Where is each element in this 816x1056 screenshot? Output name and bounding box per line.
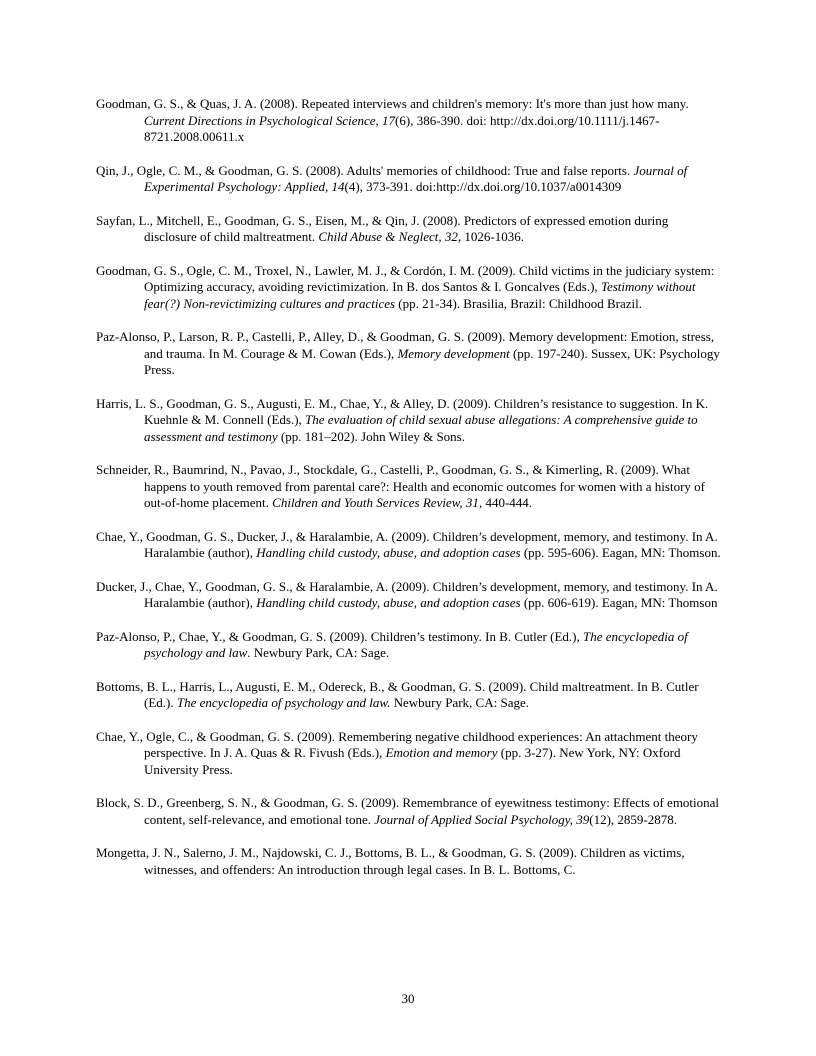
- reference-entry: [96, 845, 722, 878]
- reference-text: (pp. 3-27). New York, NY: Oxford University Press.: [144, 745, 681, 777]
- reference-source-italic: Handling child custody, abuse, and adoption cases: [256, 545, 521, 560]
- reference-text: , 440-444.: [478, 495, 533, 510]
- reference-text: Paz-Alonso, P., Chae, Y., & Goodman, G. S. (2009). Children’s testimony. In B. Cutler (Ed.),: [96, 628, 583, 644]
- reference-text: , 1026-1036.: [457, 229, 524, 244]
- reference-source-italic: The encyclopedia of psychology and law.: [176, 695, 391, 710]
- reference-entry: [96, 579, 722, 612]
- reference-entry: [96, 163, 722, 196]
- reference-source-italic: Current Directions in Psychological Science, 17: [144, 112, 396, 128]
- reference-text: (6), 386-390. doi: http://dx.doi.org/10.1111/j.1467-8721.2008.00611.x: [144, 112, 660, 144]
- reference-text: Mongetta, J. N., Salerno, J. M., Najdowski, C. J., Bottoms, B. L., & Goodman, G. S. (2009). Children as victims, witnesses, and offenders: An introduction through legal cases. In B. L. Bottoms, C.: [96, 845, 685, 877]
- reference-entry: [96, 529, 722, 562]
- reference-text: (pp. 197-240). Sussex, UK: Psychology Press.: [144, 345, 720, 377]
- reference-text: Chae, Y., Goodman, G. S., Ducker, J., & Haralambie, A. (2009). Children’s development, memory, and testimony. In A. Haralambie (author),: [96, 528, 718, 560]
- reference-source-italic: Journal of Applied Social Psychology, 39: [374, 811, 590, 827]
- reference-entry: [96, 329, 722, 379]
- reference-text: (pp. 181–202). John Wiley & Sons.: [277, 428, 465, 444]
- reference-text: (pp. 606-619). Eagan, MN: Thomson: [520, 595, 718, 610]
- reference-text: Qin, J., Ogle, C. M., & Goodman, G. S. (2008). Adults' memories of childhood: True and false reports.: [96, 162, 634, 178]
- reference-entry: [96, 213, 722, 246]
- reference-source-italic: The encyclopedia of psychology and law: [144, 628, 688, 660]
- reference-text: Block, S. D., Greenberg, S. N., & Goodman, G. S. (2009). Remembrance of eyewitness testimony: Effects of emotional content, self-relevance, and emotional tone.: [96, 795, 720, 827]
- reference-text: Newbury Park, CA: Sage.: [390, 695, 529, 710]
- reference-text: Schneider, R., Baumrind, N., Pavao, J., Stockdale, G., Castelli, P., Goodman, G. S., & Kimerling, R. (2009). What happens to youth removed from parental care?: Health and economic outcomes for women with a history of out-of-home placement.: [96, 462, 705, 510]
- page-number: 30: [401, 991, 415, 1006]
- reference-source-italic: The evaluation of child sexual abuse allegations: A comprehensive guide to assessment and testimony: [144, 412, 698, 444]
- reference-source-italic: Journal of Experimental Psychology: Applied, 14: [144, 162, 688, 194]
- reference-list: [96, 96, 722, 895]
- reference-text: . Newbury Park, CA: Sage.: [247, 645, 390, 660]
- reference-text: Bottoms, B. L., Harris, L., Augusti, E. M., Odereck, B., & Goodman, G. S. (2009). Child maltreatment. In B. Cutler (Ed.).: [96, 678, 699, 710]
- reference-text: Sayfan, L., Mitchell, E., Goodman, G. S., Eisen, M., & Qin, J. (2008). Predictors of expressed emotion during disclosure of child maltreatment.: [96, 212, 669, 244]
- reference-entry: [96, 679, 722, 712]
- reference-text: Ducker, J., Chae, Y., Goodman, G. S., & Haralambie, A. (2009). Children’s development, memory, and testimony. In A. Haralambie (author),: [96, 578, 718, 610]
- reference-text: (pp. 21-34). Brasilia, Brazil: Childhood Brazil.: [395, 295, 643, 311]
- reference-source-italic: Child Abuse & Neglect, 32: [318, 229, 458, 244]
- reference-entry: [96, 629, 722, 662]
- reference-source-italic: Testimony without fear(?) Non-revictimizing cultures and practices: [144, 279, 696, 311]
- reference-entry: [96, 462, 722, 512]
- reference-entry: [96, 396, 722, 446]
- reference-text: (pp. 595-606). Eagan, MN: Thomson.: [520, 545, 721, 560]
- reference-text: Chae, Y., Ogle, C., & Goodman, G. S. (2009). Remembering negative childhood experiences: An attachment theory perspective. In J. A. Quas & R. Fivush (Eds.),: [96, 728, 698, 760]
- reference-text: (4), 373-391. doi:http://dx.doi.org/10.1037/a0014309: [344, 179, 622, 194]
- reference-source-italic: Memory development: [397, 345, 510, 361]
- reference-text: Goodman, G. S., & Quas, J. A. (2008). Repeated interviews and children's memory: It's more than just how many.: [96, 96, 689, 111]
- reference-entry: [96, 96, 722, 146]
- reference-source-italic: Children and Youth Services Review, 31: [272, 495, 479, 510]
- reference-entry: [96, 729, 722, 779]
- reference-entry: [96, 263, 722, 313]
- reference-entry: [96, 795, 722, 828]
- reference-text: Harris, L. S., Goodman, G. S., Augusti, E. M., Chae, Y., & Alley, D. (2009). Children’s resistance to suggestion. In K. Kuehnle & M. Connell (Eds.),: [96, 395, 709, 427]
- reference-source-italic: Emotion and memory: [385, 745, 498, 760]
- reference-source-italic: Handling child custody, abuse, and adoption cases: [256, 595, 521, 610]
- reference-text: (12), 2859-2878.: [589, 811, 677, 827]
- reference-text: Paz-Alonso, P., Larson, R. P., Castelli, P., Alley, D., & Goodman, G. S. (2009). Memory development: Emotion, stress, and trauma. In M. Courage & M. Cowan (Eds.),: [96, 329, 715, 361]
- reference-text: Goodman, G. S., Ogle, C. M., Troxel, N., Lawler, M. J., & Cordón, I. M. (2009). Child victims in the judiciary system: Optimizing accuracy, avoiding revictimization. In B. dos Santos & I. Goncalves (Eds.),: [96, 262, 715, 294]
